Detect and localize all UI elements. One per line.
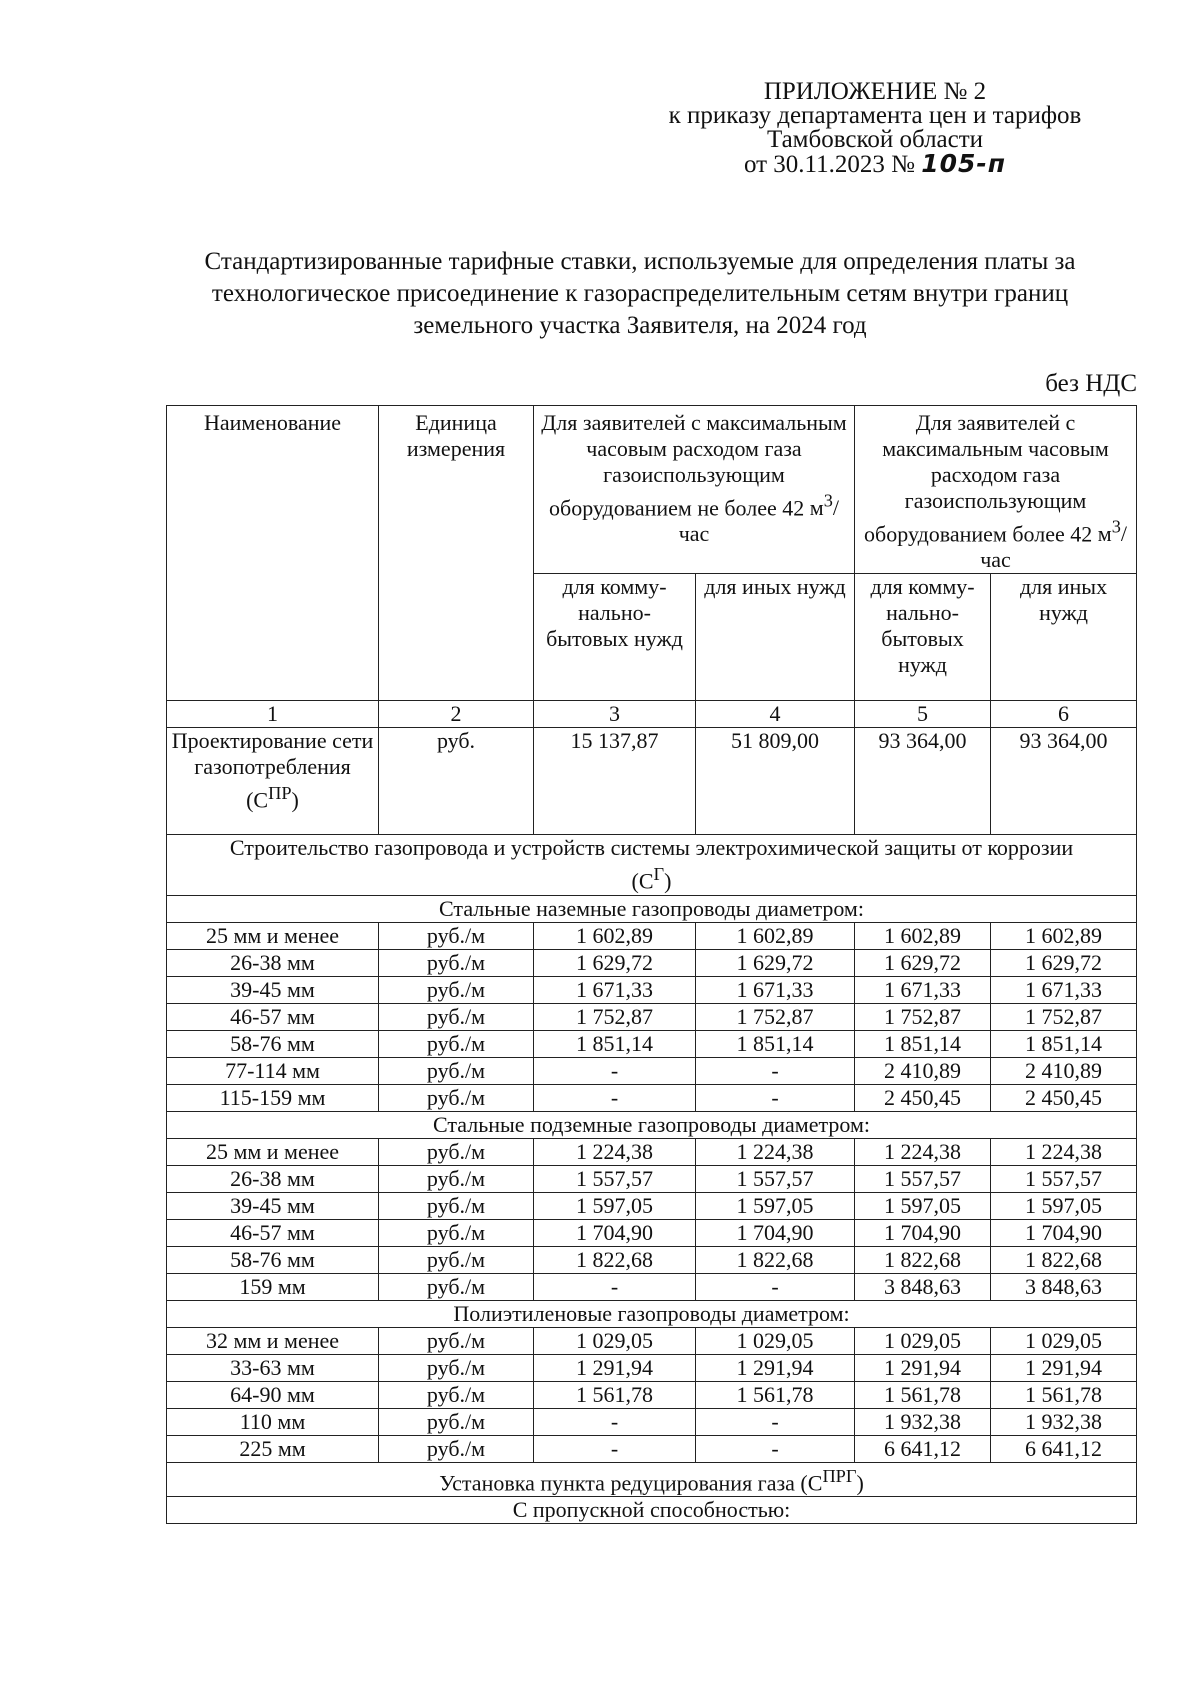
row-value: 1 822,68 <box>534 1246 696 1273</box>
row-value: 1 291,94 <box>855 1354 991 1381</box>
row-value: - <box>696 1084 855 1111</box>
row-unit: руб./м <box>379 1381 534 1408</box>
table-row <box>167 1381 1137 1408</box>
table-row <box>167 1354 1137 1381</box>
table-row <box>167 1030 1137 1057</box>
pipe-group-title: Стальные подземные газопроводы диаметром: <box>167 1111 1137 1138</box>
table-row <box>167 976 1137 1003</box>
row-value: 2 450,45 <box>991 1084 1137 1111</box>
row-value: 1 029,05 <box>696 1327 855 1354</box>
pipe-group-title-row <box>167 1300 1137 1327</box>
row-value: 1 561,78 <box>855 1381 991 1408</box>
table-row <box>167 1057 1137 1084</box>
col-number: 4 <box>696 701 855 728</box>
sub-household-2: для комму-нально-бытовых нужд <box>855 574 991 701</box>
row-unit: руб./м <box>379 1192 534 1219</box>
row-diameter: 77-114 мм <box>167 1057 379 1084</box>
table-row <box>167 949 1137 976</box>
row-value: 1 557,57 <box>696 1165 855 1192</box>
row-unit: руб./м <box>379 1084 534 1111</box>
row-value: 6 641,12 <box>991 1435 1137 1462</box>
col-number: 3 <box>534 701 696 728</box>
row-value: 1 671,33 <box>991 976 1137 1003</box>
col-number: 2 <box>379 701 534 728</box>
row-value: 6 641,12 <box>855 1435 991 1462</box>
order-number-handwritten: 105-п <box>921 149 1007 178</box>
row-value: 1 291,94 <box>534 1354 696 1381</box>
row-unit: руб./м <box>379 1165 534 1192</box>
construction-title: Строительство газопровода и устройств системы электрохимической защиты от коррозии $(С^Г)$ <box>167 835 1137 895</box>
row-value: 1 629,72 <box>855 949 991 976</box>
row-value: 1 291,94 <box>991 1354 1137 1381</box>
row-value: 1 602,89 <box>534 922 696 949</box>
table-row <box>167 1219 1137 1246</box>
row-unit: руб./м <box>379 1138 534 1165</box>
row-diameter: 225 мм <box>167 1435 379 1462</box>
row-value: - <box>534 1057 696 1084</box>
row-value: 3 848,63 <box>991 1273 1137 1300</box>
row-value: 1 704,90 <box>855 1219 991 1246</box>
row-value: 1 671,33 <box>534 976 696 1003</box>
row-value: - <box>696 1273 855 1300</box>
row-value: 1 752,87 <box>855 1003 991 1030</box>
row-unit: руб./м <box>379 1435 534 1462</box>
row-value: 1 851,14 <box>855 1030 991 1057</box>
table-row <box>167 1192 1137 1219</box>
table-row <box>167 1273 1137 1300</box>
row-value: 1 224,38 <box>696 1138 855 1165</box>
row-unit: руб./м <box>379 1327 534 1354</box>
row-unit: руб./м <box>379 1219 534 1246</box>
row-value: 1 822,68 <box>855 1246 991 1273</box>
header-unit: Единица измерения <box>379 406 534 701</box>
row-value: 2 410,89 <box>855 1057 991 1084</box>
header-name: Наименование <box>167 406 379 701</box>
row-diameter: 26-38 мм <box>167 949 379 976</box>
row-value: 1 561,78 <box>534 1381 696 1408</box>
row-unit: руб./м <box>379 1354 534 1381</box>
row-unit: руб./м <box>379 1408 534 1435</box>
appendix-line-1: к приказу департамента цен и тарифов <box>668 102 1082 129</box>
pipe-group-title: Полиэтиленовые газопроводы диаметром: <box>167 1300 1137 1327</box>
table-row <box>167 1408 1137 1435</box>
row-diameter: 39-45 мм <box>167 1192 379 1219</box>
row-diameter: 33-63 мм <box>167 1354 379 1381</box>
row-value: 1 291,94 <box>696 1354 855 1381</box>
table-row <box>167 1435 1137 1462</box>
column-numbers-row <box>167 701 1137 728</box>
row-diameter: 58-76 мм <box>167 1246 379 1273</box>
row-value: - <box>696 1408 855 1435</box>
col-number: 5 <box>855 701 991 728</box>
row-value: - <box>534 1084 696 1111</box>
row-unit: руб./м <box>379 1273 534 1300</box>
row-value: 1 752,87 <box>991 1003 1137 1030</box>
row-value: 1 602,89 <box>696 922 855 949</box>
row-value: 1 704,90 <box>534 1219 696 1246</box>
row-value: 1 629,72 <box>991 949 1137 976</box>
design-value: 93 364,00 <box>855 728 991 835</box>
row-diameter: 25 мм и менее <box>167 922 379 949</box>
row-value: 1 224,38 <box>855 1138 991 1165</box>
design-value: 51 809,00 <box>696 728 855 835</box>
table-row <box>167 922 1137 949</box>
row-value: 1 224,38 <box>991 1138 1137 1165</box>
row-value: 1 704,90 <box>696 1219 855 1246</box>
row-value: 1 557,57 <box>991 1165 1137 1192</box>
col-number: 1 <box>167 701 379 728</box>
appendix-date: от 30.11.2023 № <box>743 151 915 178</box>
row-value: - <box>534 1273 696 1300</box>
row-value: 1 557,57 <box>534 1165 696 1192</box>
row-value: 1 561,78 <box>991 1381 1137 1408</box>
row-diameter: 110 мм <box>167 1408 379 1435</box>
row-value: 1 822,68 <box>696 1246 855 1273</box>
row-diameter: 25 мм и менее <box>167 1138 379 1165</box>
appendix-line-2: Тамбовской области <box>766 126 984 153</box>
row-diameter: 46-57 мм <box>167 1003 379 1030</box>
design-row <box>167 728 1137 835</box>
row-value: 1 602,89 <box>991 922 1137 949</box>
row-value: 1 602,89 <box>855 922 991 949</box>
row-value: 1 029,05 <box>991 1327 1137 1354</box>
table-header-row <box>167 406 1137 574</box>
table-row <box>167 1327 1137 1354</box>
row-value: 1 597,05 <box>991 1192 1137 1219</box>
row-unit: руб./м <box>379 1003 534 1030</box>
header-group-1-unit: $м^3$/час <box>678 491 839 547</box>
row-unit: руб./м <box>379 976 534 1003</box>
row-diameter: 159 мм <box>167 1273 379 1300</box>
row-diameter: 115-159 мм <box>167 1084 379 1111</box>
pipe-group-title-row <box>167 1111 1137 1138</box>
row-value: 2 410,89 <box>991 1057 1137 1084</box>
appendix-date-line <box>640 149 1110 178</box>
appendix-header <box>640 80 1110 177</box>
row-value: - <box>696 1057 855 1084</box>
row-value: 1 557,57 <box>855 1165 991 1192</box>
row-value: 1 932,38 <box>855 1408 991 1435</box>
row-value: 1 671,33 <box>696 976 855 1003</box>
sub-household-1: для комму-нально-бытовых нужд <box>534 574 696 701</box>
row-value: 1 629,72 <box>534 949 696 976</box>
header-group-1: Для заявителей с максимальным часовым расходом газа газоиспользующим оборудованием не более 42 $м^3$/час <box>534 406 855 574</box>
pipe-group-title-row <box>167 895 1137 922</box>
construction-section-row <box>167 835 1137 895</box>
pipe-group-title: Стальные наземные газопроводы диаметром: <box>167 895 1137 922</box>
table-row <box>167 1246 1137 1273</box>
design-value: 15 137,87 <box>534 728 696 835</box>
row-diameter: 46-57 мм <box>167 1219 379 1246</box>
row-value: 1 704,90 <box>991 1219 1137 1246</box>
row-diameter: 39-45 мм <box>167 976 379 1003</box>
design-name: Проектирование сети газопотребления $(С^{ПР})$ <box>167 728 379 835</box>
row-value: 3 848,63 <box>855 1273 991 1300</box>
row-diameter: 26-38 мм <box>167 1165 379 1192</box>
reduction-title: Установка пункта редуцирования газа $(С^{ПРГ})$ <box>167 1462 1137 1496</box>
row-value: 1 851,14 <box>696 1030 855 1057</box>
row-value: - <box>696 1435 855 1462</box>
row-value: 1 851,14 <box>534 1030 696 1057</box>
design-unit: руб. <box>379 728 534 835</box>
header-group-2-unit: $м^3$/час <box>980 517 1127 573</box>
row-value: 1 752,87 <box>534 1003 696 1030</box>
row-value: 1 629,72 <box>696 949 855 976</box>
capacity-title: С пропускной способностью: <box>167 1496 1137 1523</box>
row-value: 1 029,05 <box>855 1327 991 1354</box>
table-row <box>167 1138 1137 1165</box>
tariff-table <box>166 405 1137 1524</box>
row-value: 1 597,05 <box>534 1192 696 1219</box>
row-diameter: 58-76 мм <box>167 1030 379 1057</box>
row-diameter: 32 мм и менее <box>167 1327 379 1354</box>
header-group-2: Для заявителей с максимальным часовым расходом газа газоиспользующим оборудованием более 42 $м^3$/час <box>855 406 1137 574</box>
row-diameter: 64-90 мм <box>167 1381 379 1408</box>
row-value: 1 597,05 <box>855 1192 991 1219</box>
row-value: - <box>534 1435 696 1462</box>
row-value: - <box>534 1408 696 1435</box>
row-unit: руб./м <box>379 1057 534 1084</box>
reduction-section-row <box>167 1462 1137 1496</box>
row-value: 1 561,78 <box>696 1381 855 1408</box>
row-value: 1 671,33 <box>855 976 991 1003</box>
row-value: 1 822,68 <box>991 1246 1137 1273</box>
row-value: 1 029,05 <box>534 1327 696 1354</box>
row-value: 1 597,05 <box>696 1192 855 1219</box>
row-unit: руб./м <box>379 949 534 976</box>
appendix-title: ПРИЛОЖЕНИЕ № 2 <box>763 78 987 105</box>
capacity-row <box>167 1496 1137 1523</box>
row-unit: руб./м <box>379 922 534 949</box>
col-number: 6 <box>991 701 1137 728</box>
sub-other-1: для иных нужд <box>696 574 855 701</box>
table-row <box>167 1084 1137 1111</box>
row-value: 1 932,38 <box>991 1408 1137 1435</box>
row-value: 1 752,87 <box>696 1003 855 1030</box>
row-value: 1 224,38 <box>534 1138 696 1165</box>
document-title: Стандартизированные тарифные ставки, используемые для определения платы за технологическое присоединение к газораспределительным сетям внутри границ земельного участка Заявителя, на 2024 год <box>204 248 1076 339</box>
row-value: 2 450,45 <box>855 1084 991 1111</box>
table-row <box>167 1003 1137 1030</box>
sub-other-2: для иных нужд <box>991 574 1137 701</box>
row-unit: руб./м <box>379 1246 534 1273</box>
row-unit: руб./м <box>379 1030 534 1057</box>
row-value: 1 851,14 <box>991 1030 1137 1057</box>
table-row <box>167 1165 1137 1192</box>
design-value: 93 364,00 <box>991 728 1137 835</box>
vat-note: без НДС <box>1045 370 1137 397</box>
